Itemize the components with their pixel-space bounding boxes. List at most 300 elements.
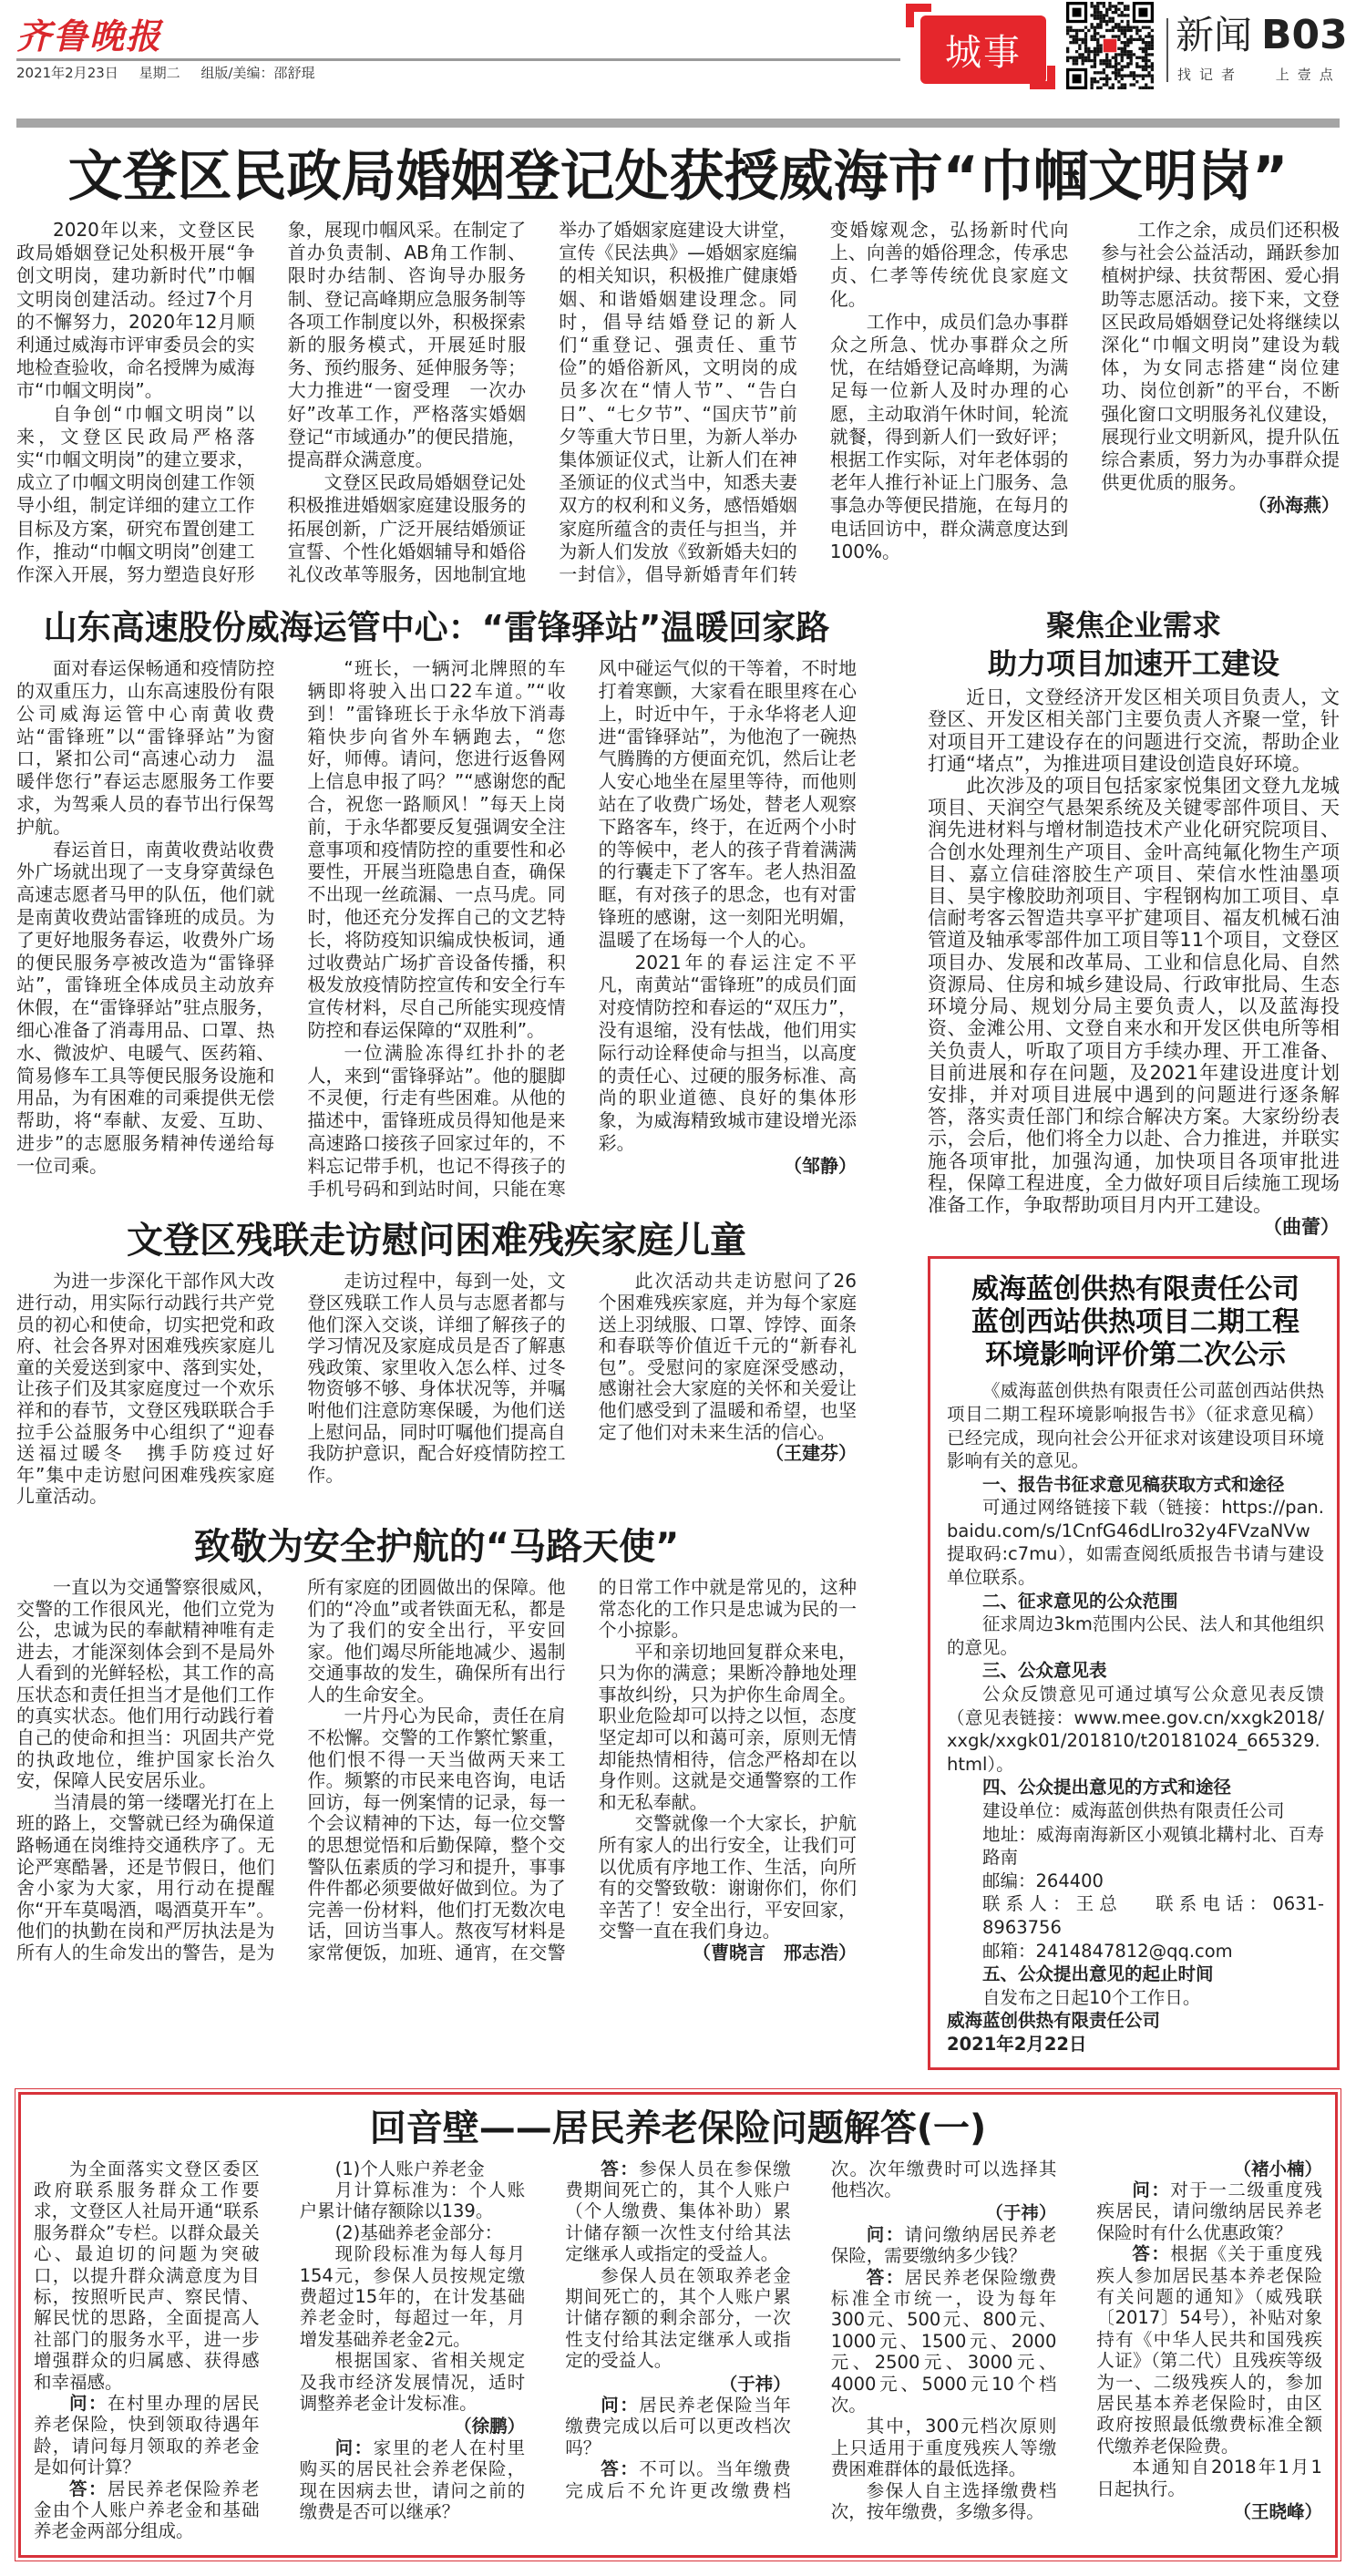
author-byline: （孙海燕） <box>1248 494 1340 517</box>
qr-code-icon[interactable] <box>1066 2 1154 89</box>
paragraph <box>300 2222 526 2243</box>
qr-module <box>1096 14 1099 16</box>
qr-module <box>1142 68 1145 71</box>
qr-module <box>1121 53 1124 56</box>
qr-module <box>1151 47 1154 50</box>
qr-module <box>1073 59 1075 62</box>
qa-lead-label: 答： <box>866 2266 905 2288</box>
masthead-vertical-divider <box>1166 18 1168 82</box>
qr-module <box>1103 62 1105 65</box>
qr-module <box>1084 47 1087 50</box>
notice-section1-title: 一、报告书征求意见稿获取方式和途径 <box>982 1473 1285 1495</box>
qr-module <box>1133 38 1135 41</box>
qr-module <box>1115 66 1117 68</box>
article3-body <box>16 1271 857 1508</box>
qr-module <box>1142 41 1145 44</box>
paragraph: 春运首日，南黄收费站收费外广场就出现了一支身穿黄绿色高速志愿者马甲的队伍，他们就是南黄收费站雷锋班的成员。为了更好地服务春运，收费外广场的便民服务亭被改造为“雷锋驿站”，雷锋班全体成员主动放弃休假，在“雷锋驿站”驻点服务，细心准备了消毒用品、口罩、热水、微波炉、电暖气、医药箱、简易修车工具等便民服务设施和用品，为有困难的司乘提供无偿帮助，将“奉献、友爱、互助、进步”的志愿服务精神传递给每一位司乘。 <box>16 838 275 1177</box>
qr-module <box>1082 53 1084 56</box>
qr-module <box>1126 74 1129 77</box>
qa-text: 家里的老人在村里购买的居民社会养老保险，现在因病去世，请问之前的缴费是否可以继承？ <box>299 2437 526 2523</box>
qr-module <box>1115 74 1117 77</box>
qr-module <box>1124 87 1126 89</box>
qr-module <box>1130 57 1133 59</box>
qr-module <box>1096 38 1099 41</box>
qr-module <box>1151 62 1154 65</box>
paragraph <box>300 2243 526 2350</box>
section-tag: 城事 <box>920 15 1046 84</box>
article2-body <box>16 657 857 1200</box>
author-byline: （徐鹏） <box>454 2416 526 2437</box>
qr-module <box>1142 47 1145 50</box>
qr-module <box>1115 26 1117 28</box>
qr-module <box>1075 50 1078 53</box>
qr-module <box>1094 57 1096 59</box>
qr-module <box>1103 68 1105 71</box>
qr-module <box>1087 29 1090 32</box>
qr-module <box>1069 26 1072 28</box>
qr-module <box>1099 47 1102 50</box>
qr-module <box>1133 74 1135 77</box>
qr-module <box>1138 29 1141 32</box>
qr-module <box>1103 20 1105 23</box>
qr-center-logo <box>1104 39 1117 53</box>
qr-module <box>1082 59 1084 62</box>
qr-module <box>1115 62 1117 65</box>
qr-module <box>1066 47 1069 50</box>
qr-module <box>1090 26 1093 28</box>
paragraph: 2021年的春运注定不平凡，南黄站“雷锋班”的成员们面对疫情防控和春运的“双压力”，没有退缩，没有怯战，他们用实际行动诠释使命与担当，以高度的责任心、过硬的服务标准、高尚的职业道德、良好的集体形象，为威海精致城市建设增光添彩。 <box>598 951 857 1154</box>
qr-module <box>1105 11 1108 14</box>
qr-module <box>1121 50 1124 53</box>
qr-module <box>1121 59 1124 62</box>
qr-module <box>1117 14 1120 16</box>
qr-module <box>1087 57 1090 59</box>
question <box>831 2224 1057 2267</box>
qr-module <box>1084 32 1087 35</box>
qr-module <box>1117 68 1120 71</box>
qr-module <box>1124 44 1126 46</box>
qr-finder-pattern <box>1138 8 1147 17</box>
answer <box>831 2267 1057 2416</box>
paragraph: 工作中，成员们急办事群众之所急、忧办事群众之所忧，在结婚登记高峰期，为满足每一位新人及时办理的心愿，主动取消午休时间，轮流就餐，得到新人们一致好评；根据工作实际，对年老体弱的老年人推行补证上门服务、急事急办等便民措施，在每月的电话回访中，群众满意度达到100%。 <box>829 310 1069 562</box>
qr-module <box>1112 66 1115 68</box>
qr-module <box>1126 20 1129 23</box>
qr-module <box>1145 44 1147 46</box>
qa-box <box>18 2092 1338 2558</box>
qr-module <box>1103 17 1105 20</box>
qr-module <box>1084 26 1087 28</box>
qa-headline: 回音壁——居民养老保险问题解答(一) <box>369 2107 987 2149</box>
qr-module <box>1142 57 1145 59</box>
qr-module <box>1138 87 1141 89</box>
qr-module <box>1142 77 1145 80</box>
qr-module <box>1066 26 1069 28</box>
qr-module <box>1108 5 1111 7</box>
qa-text: 在村里办理的居民养老保险，快到领取待遇年龄，请问每月领取的养老金是如何计算？ <box>34 2393 260 2478</box>
qr-module <box>1096 17 1099 20</box>
qr-module <box>1115 53 1117 56</box>
qr-module <box>1145 66 1147 68</box>
qr-module <box>1130 62 1133 65</box>
qr-module <box>1099 59 1102 62</box>
qr-module <box>1096 32 1099 35</box>
qr-module <box>1082 41 1084 44</box>
qr-module <box>1073 29 1075 32</box>
qr-module <box>1121 32 1124 35</box>
qr-module <box>1130 29 1133 32</box>
qr-module <box>1121 29 1124 32</box>
qr-module <box>1138 57 1141 59</box>
qr-module <box>1124 53 1126 56</box>
qr-module <box>1112 17 1115 20</box>
qr-module <box>1075 29 1078 32</box>
qr-module <box>1112 20 1115 23</box>
qr-module <box>1094 62 1096 65</box>
side-article-headline-line2: 助力项目加速开工建设 <box>987 646 1279 682</box>
qr-module <box>1096 80 1099 83</box>
qr-module <box>1135 38 1138 41</box>
qr-module <box>1145 41 1147 44</box>
qr-module <box>1130 38 1133 41</box>
qr-module <box>1138 66 1141 68</box>
qr-module <box>1084 44 1087 46</box>
qr-module <box>1078 44 1081 46</box>
qr-module <box>1147 32 1150 35</box>
qr-module <box>1103 77 1105 80</box>
qr-module <box>1117 80 1120 83</box>
qr-module <box>1126 29 1129 32</box>
qr-module <box>1115 77 1117 80</box>
qa-lead-label: 问： <box>334 2437 374 2458</box>
qr-module <box>1099 11 1102 14</box>
qr-module <box>1115 68 1117 71</box>
qr-module <box>1099 23 1102 26</box>
qr-module <box>1135 80 1138 83</box>
qr-module <box>1084 41 1087 44</box>
qr-module <box>1084 50 1087 53</box>
qr-module <box>1138 47 1141 50</box>
paragraph <box>831 2480 1057 2523</box>
qr-module <box>1121 68 1124 71</box>
editor-credit: 组版/美编：邵舒琨 <box>200 65 315 81</box>
qr-module <box>1151 80 1154 83</box>
notice-date: 2021年2月22日 <box>947 2033 1087 2055</box>
qr-module <box>1124 50 1126 53</box>
qr-module <box>1126 38 1129 41</box>
qr-module <box>1126 26 1129 28</box>
qr-module <box>1094 66 1096 68</box>
qr-module <box>1094 80 1096 83</box>
qr-module <box>1094 5 1096 7</box>
qr-module <box>1105 29 1108 32</box>
qr-module <box>1090 14 1093 16</box>
qr-module <box>1084 35 1087 37</box>
qr-module <box>1135 29 1138 32</box>
qr-module <box>1094 32 1096 35</box>
qr-module <box>1112 35 1115 37</box>
paragraph: 平和亲切地回复群众来电，只为你的满意；果断冷静地处理事故纠纷，只为护你生命周全。职业危险却可以持之以恒，态度坚定却可以和蔼可亲，原则无情却能热情相待，信念严格却在以身作则。这就是交通警察的工作和无私奉献。 <box>598 1640 857 1813</box>
qr-module <box>1099 35 1102 37</box>
qr-module <box>1145 26 1147 28</box>
qr-module <box>1130 35 1133 37</box>
qr-module <box>1112 57 1115 59</box>
qr-module <box>1142 87 1145 89</box>
qr-module <box>1075 62 1078 65</box>
qr-module <box>1135 57 1138 59</box>
paragraph <box>565 2265 791 2372</box>
qr-module <box>1130 41 1133 44</box>
qr-module <box>1117 29 1120 32</box>
masthead-divider <box>16 58 900 61</box>
qr-module <box>1105 20 1108 23</box>
qr-module <box>1142 50 1145 53</box>
paragraph: 一位满脸冻得红扑扑的老人，来到“雷锋驿站”。他的腿脚不灵便，行走有些困难。从他的描述中，雷锋班成员得知他是来高速路口接孩子回家过年的，不料忘记带手机，也记不得孩子的手机号码和到站时间，只能在寒风中碰运气似的干等着，不时地打着寒颤，大家看在眼里疼在心上，时近中午，于永华将老人迎进“雷锋驿站”，为他泡了一碗热气腾腾的方便面充饥，然后让老人安心地坐在屋里等待，而他则站在了收费广场处，替老人观察下路客车，终于，在近两个小时的等候中，老人的孩子背着满满的行囊走下了客车。老人热泪盈眶，有对孩子的思念，也有对雷锋班的感谢，这一刻阳光明媚，温暖了在场每一个人的心。 <box>307 657 857 1200</box>
qa-text: 居民养老保险缴费标准全市统一，设为每年300元、500元、800元、1000元、1500元、2000元、2500元、3000元、4000元、5000元10个档次。 <box>830 2266 1057 2416</box>
qr-module <box>1147 71 1150 74</box>
qr-module <box>1117 53 1120 56</box>
qr-module <box>1142 26 1145 28</box>
qr-module <box>1094 11 1096 14</box>
qr-module <box>1094 17 1096 20</box>
qr-module <box>1066 59 1069 62</box>
qr-module <box>1108 20 1111 23</box>
qr-module <box>1099 50 1102 53</box>
issue-weekday: 星期二 <box>139 65 180 81</box>
qr-module <box>1105 14 1108 16</box>
qr-module <box>1151 41 1154 44</box>
qr-module <box>1121 77 1124 80</box>
notice-unit: 建设单位：威海蓝创供热有限责任公司 <box>982 1800 1285 1822</box>
notice-title-line1: 威海蓝创供热有限责任公司 <box>971 1273 1300 1306</box>
qr-module <box>1075 59 1078 62</box>
qr-module <box>1133 26 1135 28</box>
qr-module <box>1151 66 1154 68</box>
paragraph: 自争创“巾帼文明岗”以来，文登区民政局严格落实“巾帼文明岗”的建立要求，成立了巾帼文明岗创建工作领导小组，制定详细的建立工作目标及方案，研究布置创建工作，推动“巾帼文明岗”创建工作深入开展，努力塑造良好形象，展现巾帼风采。在制定了首办负责制、AB角工作制、限时办结制、咨询导办服务制、登记高峰期应急服务制等各项工作制度以外，积极探索新的服务模式，开展延时服务、预约服务、延伸服务等；大力推进“一窗受理 一次办好”改革工作，严格落实婚姻登记“市域通办”的便民措施，提高群众满意度。 <box>16 219 527 586</box>
qr-module <box>1115 59 1117 62</box>
paragraph: “班长，一辆河北牌照的车辆即将驶入出口22车道。”“收到！”雷锋班长于永华放下消毒箱快步向省外车辆跑去，“您好，师傅。请问，您进行返鲁网上信息申报了吗？”“感谢您的配合，祝您一路顺风！”每天上岗前，于永华都要反复强调安全注意事项和疫情防控的重要性和必要性，开展当班隐患自查，确保不出现一丝疏漏、一点马虎。同时，他还充分发挥自己的文艺特长，将防疫知识编成快板词，通过收费站广场扩音设备传播，积极发放疫情防控宣传和安全行车宣传材料，尽自己所能实现疫情防控和春运保障的“双胜利”。 <box>307 657 566 1041</box>
paragraph <box>34 2159 260 2393</box>
paragraph <box>300 2350 526 2414</box>
answer <box>565 2159 791 2265</box>
qr-module <box>1069 29 1072 32</box>
qr-module <box>1117 2 1120 5</box>
paragraph: 当清晨的第一缕曙光打在上班的路上，交警就已经为确保道路畅通在岗维持交通秩序了。无论严寒酷暑，还是节假日，他们舍小家为大家，用行动在提醒你“开车莫喝酒，喝酒莫开车”。他们的执勤在岗和严厉执法是为所有人的生命发出的警告，是为所有家庭的团圆做出的保障。他们的“冷血”或者铁面无私，都是为了我们的安全出行，平安回家。他们竭尽所能地减少、遏制交通事故的发生，确保所有出行人的生命安全。 <box>16 1575 566 1963</box>
author-byline: （曹晓言 邢志浩） <box>692 1942 857 1963</box>
qr-module <box>1084 59 1087 62</box>
qr-module <box>1096 71 1099 74</box>
notice-intro: 《威海蓝创供热有限责任公司蓝创西站供热项目二期工程环境影响报告书》（征求意见稿）已经完成，现向社会公开征求对该建设项目环境影响有关的意见。 <box>947 1380 1324 1472</box>
qr-module <box>1103 83 1105 86</box>
qr-module <box>1099 44 1102 46</box>
paragraph <box>831 2416 1057 2479</box>
qr-module <box>1105 59 1108 62</box>
notice-section5-text: 自发布之日起10个工作日。 <box>982 1986 1201 2008</box>
qr-module <box>1096 53 1099 56</box>
qr-module <box>1108 29 1111 32</box>
qr-module <box>1124 32 1126 35</box>
qr-module <box>1117 38 1120 41</box>
qr-module <box>1142 59 1145 62</box>
notice-email[interactable]: 邮箱：2414847812@qq.com <box>982 1940 1233 1962</box>
qr-module <box>1099 71 1102 74</box>
qr-module <box>1094 71 1096 74</box>
qr-module <box>1145 35 1147 37</box>
qr-module <box>1075 57 1078 59</box>
qr-module <box>1145 87 1147 89</box>
qa-text: 参保人员在参保缴费期间死亡的，其个人账户（个人缴费、集体补助）累计储存额一次性支付给其法定继承人或指定的受益人。 <box>565 2158 791 2265</box>
article1-headline: 文登区民政局婚姻登记处获授威海市“巾帼文明岗” <box>67 145 1289 209</box>
qr-module <box>1082 62 1084 65</box>
qr-module <box>1099 62 1102 65</box>
qr-module <box>1124 47 1126 50</box>
qa-lead-label: 答： <box>1132 2243 1171 2265</box>
qr-module <box>1124 8 1126 11</box>
qr-module <box>1112 87 1115 89</box>
qr-module <box>1105 74 1108 77</box>
qa-lead-label: 问： <box>601 2395 640 2416</box>
qr-module <box>1108 2 1111 5</box>
qr-module <box>1078 47 1081 50</box>
qr-module <box>1121 20 1124 23</box>
qr-module <box>1145 74 1147 77</box>
qr-module <box>1090 2 1093 5</box>
qr-module <box>1126 14 1129 16</box>
qr-module <box>1096 2 1099 5</box>
qr-module <box>1096 87 1099 89</box>
answer <box>1096 2243 1322 2457</box>
qr-module <box>1090 87 1093 89</box>
qr-module <box>1105 8 1108 11</box>
qr-module <box>1130 83 1133 86</box>
article2-headline: 山东高速股份威海运管中心：“雷锋驿站”温暖回家路 <box>43 608 830 648</box>
qa-lead-label: 问： <box>1132 2179 1171 2200</box>
qr-module <box>1117 35 1120 37</box>
qr-module <box>1094 47 1096 50</box>
qr-module <box>1112 71 1115 74</box>
notice-signature: 威海蓝创供热有限责任公司 <box>947 2010 1161 2032</box>
article4-headline: 致敬为安全护航的“马路天使” <box>193 1525 680 1568</box>
qr-module <box>1108 59 1111 62</box>
paragraph: 此次活动共走访慰问了26个困难残疾家庭，并为每个家庭送上羽绒服、口罩、饽饽、面条和春联等价值近千元的“新春礼包”。受慰问的家庭深受感动，感谢社会大家庭的关怀和关爱让他们感受到了温暖和希望，也坚定了他们对未来生活的信心。 <box>598 1270 857 1443</box>
qr-module <box>1121 14 1124 16</box>
qa-text: 其中，300元档次原则上只适用于重度残疾人等缴费困难群体的最低选择。 <box>830 2416 1057 2480</box>
qa-text: 参保人自主选择缴费档次，按年缴费，多缴多得。 <box>830 2479 1057 2523</box>
notice-contact: 联系人：王总 <box>982 1893 1123 1915</box>
qr-module <box>1147 47 1150 50</box>
author-byline: （王建芬） <box>765 1442 857 1465</box>
qr-module <box>1099 87 1102 89</box>
paragraph: 为进一步深化干部作风大改进行动，用实际行动践行共产党员的初心和使命，切实把党和政府、社会各界对困难残疾家庭儿童的关爱送到家中、落到实处，让孩子们及其家庭度过一个欢乐祥和的春节，文登区残联联合手拉手公益服务中心组织了“迎春送福过暖冬 携手防疫过好年”集中走访慰问困难残疾家庭儿童活动。 <box>16 1270 275 1508</box>
qr-module <box>1075 38 1078 41</box>
qr-module <box>1126 44 1129 46</box>
qr-module <box>1096 26 1099 28</box>
qr-module <box>1094 38 1096 41</box>
qr-module <box>1151 74 1154 77</box>
qr-module <box>1130 59 1133 62</box>
notice-title-line3: 环境影响评价第二次公示 <box>985 1339 1286 1372</box>
side-article-body <box>928 686 1340 1238</box>
qr-module <box>1108 77 1111 80</box>
qr-module <box>1115 57 1117 59</box>
notice-form-link[interactable]: 公众反馈意见可通过填写公众意见表反馈（意见表链接：www.mee.gov.cn/xxgk2018/xxgk/xxgk01/201810/t20181024_665329.html）。 <box>947 1684 1324 1775</box>
qr-module <box>1126 53 1129 56</box>
qr-module <box>1096 11 1099 14</box>
qr-module <box>1142 66 1145 68</box>
slogan-right: 上壹点 <box>1275 67 1341 83</box>
qr-module <box>1130 53 1133 56</box>
qr-module <box>1069 41 1072 44</box>
qr-module <box>1073 35 1075 37</box>
qr-module <box>1130 50 1133 53</box>
qr-module <box>1115 11 1117 14</box>
qr-module <box>1124 26 1126 28</box>
qr-module <box>1099 26 1102 28</box>
qr-module <box>1145 53 1147 56</box>
qr-module <box>1103 2 1105 5</box>
qa-text: 请问缴纳居民养老保险，需要缴纳多少钱？ <box>830 2223 1057 2267</box>
qr-module <box>1096 5 1099 7</box>
qa-text: 居民养老保险当年缴费完成以后可以更改档次吗？ <box>565 2395 791 2458</box>
qa-text: (1)个人账户养老金 <box>334 2158 485 2179</box>
qr-module <box>1099 20 1102 23</box>
qr-module <box>1087 47 1090 50</box>
qa-text: 根据国家、省相关规定及我市经济发展情况，适时调整养老金计发标准。 <box>299 2350 526 2415</box>
qr-module <box>1090 5 1093 7</box>
notice-body <box>947 1379 1324 2056</box>
qr-module <box>1108 17 1111 20</box>
paragraph <box>300 2179 526 2222</box>
question <box>34 2393 260 2478</box>
qr-module <box>1078 29 1081 32</box>
qr-module <box>1145 62 1147 65</box>
qr-module <box>1121 74 1124 77</box>
qr-module <box>1121 2 1124 5</box>
qr-module <box>1078 53 1081 56</box>
qr-module <box>1094 77 1096 80</box>
paragraph: 2020年以来，文登区民政局婚姻登记处积极开展“争创文明岗，建功新时代”巾帼文明岗创建活动。经过7个月的不懈努力，2020年12月顺利通过威海市评审委员会的实地检查验收，命名授牌为威海市“巾帼文明岗”。 <box>16 219 255 402</box>
page-slogan <box>1177 66 1356 84</box>
notice-phone: 联系电话：0631-8963756 <box>982 1893 1324 1938</box>
paragraph: 此次涉及的项目包括家家悦集团文登九龙城项目、天润空气悬架系统及关键零部件项目、天润先进材料与增材制造技术产业化研究院项目、合创水处理剂生产项目、金叶高纯氟化物生产项目、嘉立信硅溶胶生产项目、荣信水性油墨项目、昊宇橡胶助剂项目、宇程钢构加工项目、卓信耐考客云智造共享平扩建项目、福友机械石油管道及轴承零部件加工项目等11个项目，文登区项目办、发展和改革局、工业和信息化局、自然资源局、住房和城乡建设局、行政审批局、生态环境分局、规划分局主要负责人，以及蓝海投资、金滩公用、文登自来水和开发区供电所等相关负责人，听取了项目方手续办理、开工准备、目前进展和存在问题，及2021年建设进度计划安排，并对项目进展中遇到的问题进行逐条解答，落实责任部门和综合解决方案。大家纷纷表示，会后，他们将全力以赴、合力推进，并联实施各项审批，加强沟通，加快项目各项审批进程，保障工程进度，全力做好项目后续施工现场准备工作，争取帮助项目月内开工建设。 <box>928 775 1340 1216</box>
qr-module <box>1130 71 1133 74</box>
qr-module <box>1121 26 1124 28</box>
qr-module <box>1126 8 1129 11</box>
paragraph: 走访过程中，每到一处，文登区残联工作人员与志愿者都与他们深入交谈，详细了解孩子的学习情况及家庭成员是否了解惠残政策、家里收入怎么样、过冬物资够不够、身体状况等，并嘱咐他们注意防寒保暖，为他们送上慰问品，同时叮嘱他们提高自我防护意识，配合好疫情防控工作。 <box>307 1270 566 1486</box>
qr-module <box>1112 29 1115 32</box>
qr-module <box>1135 74 1138 77</box>
qr-module <box>1094 59 1096 62</box>
article3-headline: 文登区残联走访慰问困难残疾家庭儿童 <box>127 1220 746 1262</box>
author-byline: （于祎） <box>985 2202 1057 2224</box>
qa-text: 居民养老保险养老金由个人账户养老金和基础养老金两部分组成。 <box>34 2478 260 2542</box>
qr-module <box>1099 77 1102 80</box>
notice-section2-title: 二、征求意见的公众范围 <box>982 1590 1178 1612</box>
qr-module <box>1121 83 1124 86</box>
qr-module <box>1082 38 1084 41</box>
qa-lead-label: 答： <box>69 2478 108 2499</box>
paragraph: 一直以为交通警察很威风，交警的工作很风光，他们立党为公，忠诚为民的奉献精神唯有走进去，才能深刻体会到不是局外人看到的光鲜轻松，其工作的高压状态和责任担当才是他们工作的真实状态。他们用行动践行着自己的使命和担当：巩固共产党的执政地位，维护国家长治久安，保障人民安居乐业。 <box>16 1575 275 1792</box>
notice-download-link[interactable]: 可通过网络链接下载（链接：https://pan.baidu.com/s/1CnfG46dLIro32y4FVzaNVw提取码:c7mu），如需查阅纸质报告书请与建设单位联系。 <box>947 1497 1324 1589</box>
qr-module <box>1087 59 1090 62</box>
qr-module <box>1096 23 1099 26</box>
qr-module <box>1135 62 1138 65</box>
qr-module <box>1090 59 1093 62</box>
notice-section2-text: 征求周边3km范围内公民、法人和其他组织的意见。 <box>947 1613 1324 1658</box>
qr-module <box>1075 32 1078 35</box>
qr-module <box>1126 41 1129 44</box>
qr-module <box>1094 29 1096 32</box>
qr-module <box>1151 29 1154 32</box>
